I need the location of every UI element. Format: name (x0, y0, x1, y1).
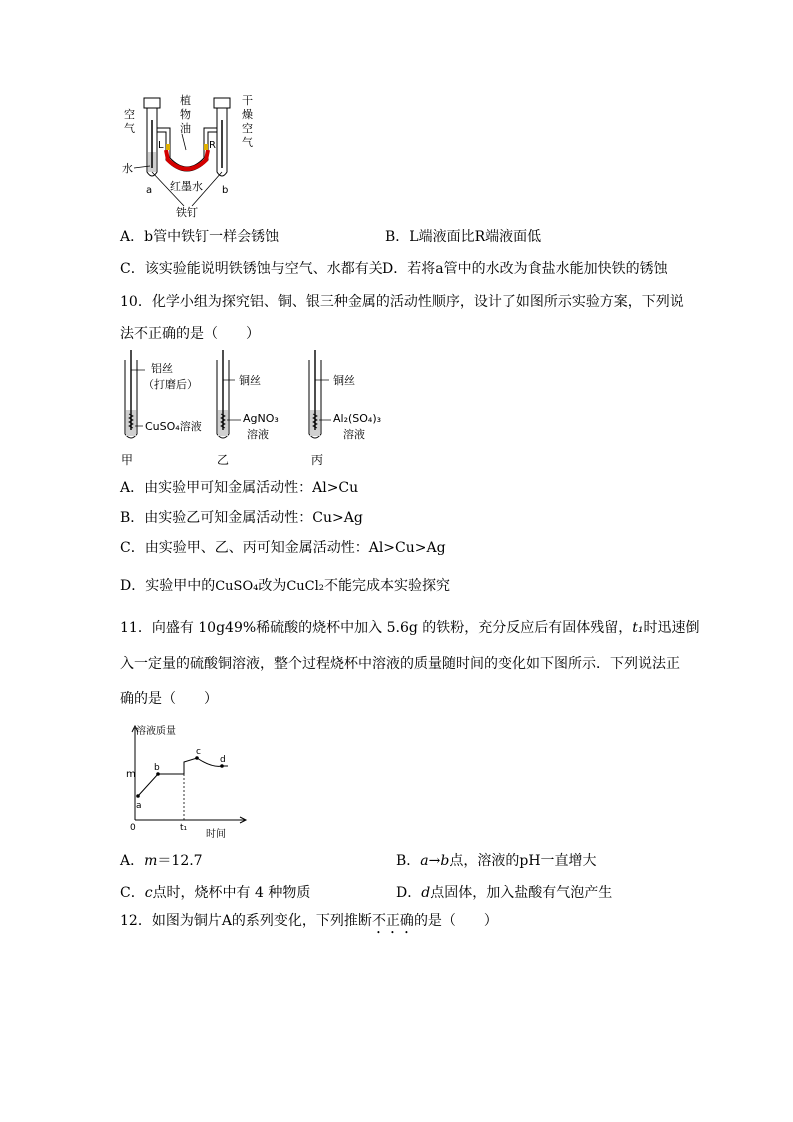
graph-a-label: a (136, 801, 142, 811)
fig1-gan: 干 (242, 94, 253, 107)
q11-stem-line3: 确的是（ ） (120, 691, 218, 707)
q11-line1-suffix: 时迅速倒 (643, 620, 700, 636)
graph-d-label: d (220, 755, 226, 765)
q9-option-a: A．b管中铁钉一样会锈蚀 (120, 229, 280, 245)
q12-prefix: 12．如图为铜片A的系列变化，下列推断 (120, 913, 372, 929)
mass-curve (138, 758, 228, 796)
q11-c-prefix: C． (120, 885, 145, 901)
fig2-al-wire: 铝丝 (151, 362, 173, 375)
fig1-R: R (209, 140, 216, 151)
figure-solution-mass-graph (118, 722, 258, 840)
fig1-red-ink: 红墨水 (170, 180, 203, 193)
q10-option-b: B．由实验乙可知金属活动性：Cu>Ag (120, 510, 363, 526)
q9-option-d: D．若将a管中的水改为食盐水能加快铁的锈蚀 (382, 261, 668, 277)
q11-option-c (120, 883, 310, 903)
fig2-solution-2: 溶液 (343, 428, 365, 441)
q12-stem (120, 911, 498, 937)
tube-jia (125, 350, 145, 438)
q10-stem-line2: 法不正确的是（ ） (120, 326, 260, 342)
tube-yi (217, 350, 241, 438)
fig2-solution-1: 溶液 (247, 428, 269, 441)
point-a (136, 794, 140, 798)
fig1-water: 水 (122, 162, 133, 175)
fig1-zao: 燥 (242, 108, 253, 121)
q11-option-a (120, 851, 203, 871)
figure-iron-rust-u-tube (110, 90, 270, 225)
fig1-nail: 铁钉 (176, 206, 198, 219)
fig2-al2so43: Al₂(SO₄)₃ (333, 412, 382, 425)
fig1-qi2: 气 (242, 136, 253, 149)
q10-d-middle: 改为 (258, 578, 287, 594)
graph-b-label: b (154, 763, 160, 773)
q11-a-prefix: A． (120, 853, 145, 869)
q11-b-arrow: → (428, 853, 441, 869)
fig2-label-bing: 丙 (311, 453, 324, 467)
fig1-zhi: 植 (180, 94, 191, 107)
fig1-kong2: 空 (242, 122, 253, 135)
fig2-label-yi: 乙 (217, 453, 230, 467)
q10-option-a: A．由实验甲可知金属活动性：Al>Cu (120, 480, 359, 496)
test-tube-b (214, 98, 230, 176)
q11-c-suffix: 点时，烧杯中有 4 种物质 (152, 885, 311, 901)
fig2-cuso4-solution: CuSO₄溶液 (145, 420, 202, 433)
q12-suffix: 的是（ ） (413, 913, 498, 929)
fig2-agno3: AgNO₃ (243, 412, 279, 425)
q11-b-var-b: b (440, 853, 450, 869)
test-tube-a (144, 98, 160, 176)
graph-xlabel: 时间 (206, 829, 226, 840)
q11-c-var: c (144, 885, 153, 901)
q9-option-c: C．该实验能说明铁锈蚀与空气、水都有关 (120, 261, 383, 277)
fig1-qi: 气 (124, 122, 135, 135)
q11-a-var: m (144, 853, 158, 869)
graph-ylabel: 溶液质量 (136, 726, 176, 737)
q10-stem-line1: 10．化学小组为探究铝、铜、银三种金属的活动性顺序，设计了如图所示实验方案，下列说 (120, 294, 684, 310)
q11-b-var-a: a (420, 853, 429, 869)
graph-m-label: m (126, 769, 136, 780)
fig1-you: 油 (180, 122, 191, 135)
fig2-cu-wire-1: 铜丝 (239, 374, 261, 387)
q11-d-prefix: D． (396, 885, 422, 901)
q10-d-formula-2: CuCl₂ (286, 579, 324, 594)
graph-c-label: c (196, 747, 201, 757)
q10-d-prefix: D．实验甲中的 (120, 578, 216, 594)
q11-d-var: d (421, 885, 431, 901)
graph-t1-label: t₁ (180, 823, 188, 833)
q11-d-suffix: 点固体，加入盐酸有气泡产生 (430, 885, 613, 901)
q11-stem-line2: 入一定量的硫酸铜溶液，整个过程烧杯中溶液的质量随时间的变化如下图所示．下列说法正 (120, 656, 680, 672)
figure-metal-activity-tubes (115, 348, 385, 470)
q9-option-b: B．L端液面比R端液面低 (385, 229, 542, 245)
fig1-label-a: a (146, 185, 153, 196)
q11-stem-line1 (120, 618, 700, 638)
q11-b-prefix: B． (396, 853, 421, 869)
fig1-L: L (158, 140, 164, 151)
q10-option-c: C．由实验甲、乙、丙可知金属活动性：Al>Cu>Ag (120, 540, 446, 556)
q12-emphasis: 不正确 (371, 913, 414, 929)
q11-option-d (396, 883, 612, 903)
fig1-label-b: b (222, 185, 229, 196)
q11-option-b (396, 851, 597, 871)
fig1-kong: 空 (124, 108, 135, 121)
fig2-cu-wire-2: 铜丝 (333, 374, 355, 387)
q10-option-d (120, 576, 450, 597)
q10-d-formula-1: CuSO₄ (215, 579, 259, 594)
q11-a-suffix: ＝12.7 (157, 853, 203, 869)
q11-line1-t1: t₁ (632, 620, 644, 636)
fig1-wu: 物 (180, 108, 191, 121)
fig2-polished: （打磨后） (143, 378, 198, 391)
tube-bing (309, 350, 331, 438)
q10-d-suffix: 不能完成本实验探究 (323, 578, 450, 594)
q11-b-suffix: 点，溶液的pH一直增大 (449, 853, 597, 869)
fig2-label-jia: 甲 (121, 453, 134, 467)
graph-origin: 0 (130, 823, 136, 833)
q11-line1-prefix: 11．向盛有 10g49%稀硫酸的烧杯中加入 5.6g 的铁粉，充分反应后有固体残留， (120, 620, 633, 636)
